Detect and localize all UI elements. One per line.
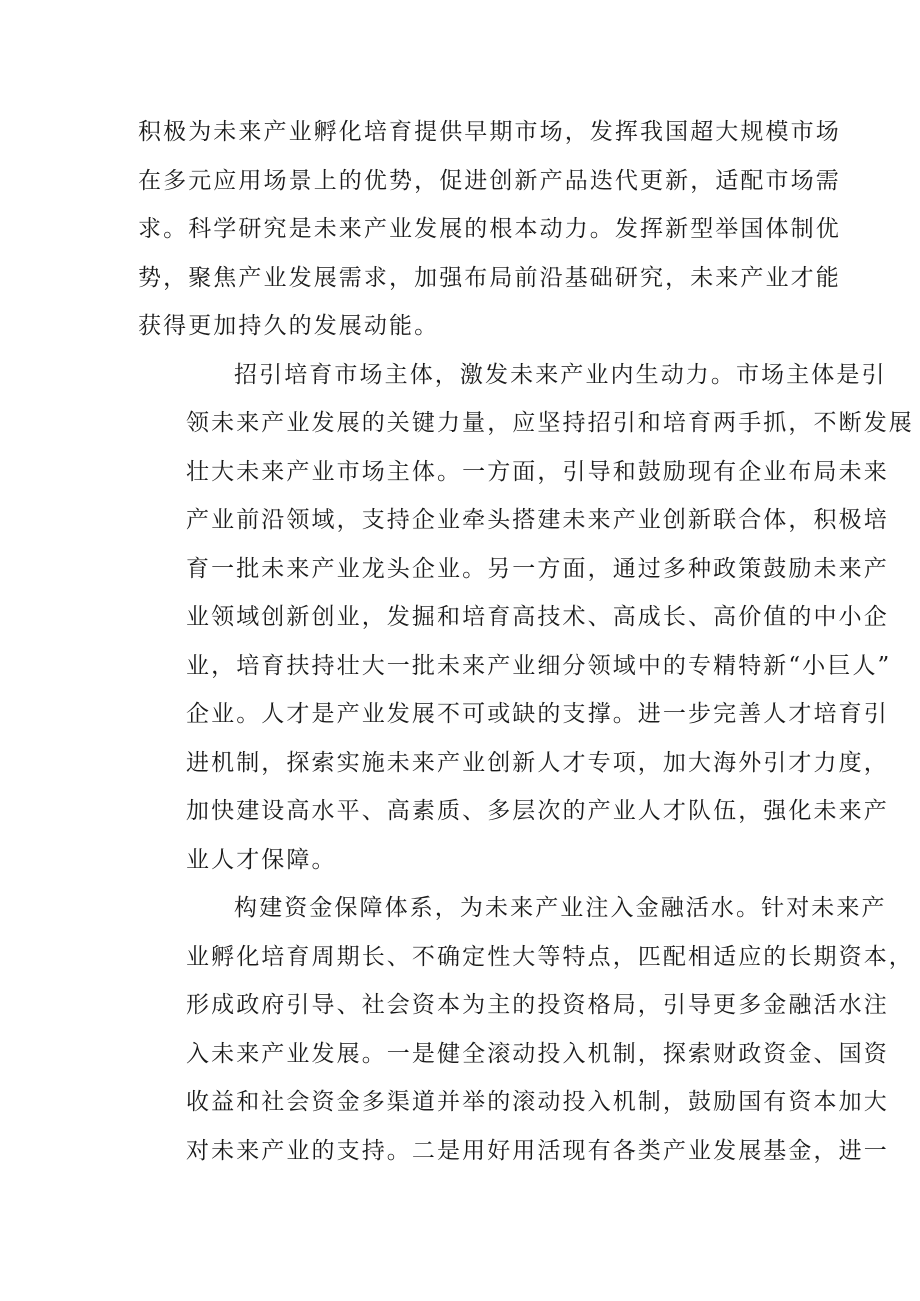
document-body <box>138 108 914 1175</box>
text-line: 进机制，探索实施未来产业创新人才专项，加大海外引才力度， <box>186 749 889 776</box>
text-line: 业，培育扶持壮大一批未来产业细分领域中的专精特新“小巨人” <box>186 652 892 679</box>
text-line: 业孵化培育周期长、不确定性大等特点，匹配相适应的长期资本， <box>186 943 914 970</box>
text-line: 产业前沿领域，支持企业牵头搭建未来产业创新联合体，积极培 <box>186 507 889 533</box>
text-line: 求。科学研究是未来产业发展的根本动力。发挥新型举国体制优 <box>138 216 841 242</box>
text-line: 育一批未来产业龙头企业。另一方面，通过多种政策鼓励未来产 <box>186 555 889 582</box>
text-line: 获得更加持久的发展动能。 <box>138 313 440 339</box>
text-line: 招引培育市场主体，激发未来产业内生动力。市场主体是引 <box>234 361 887 388</box>
paragraph-3 <box>138 884 914 1175</box>
text-line: 企业。人才是产业发展不可或缺的支撑。进一步完善人才培育引 <box>186 701 889 727</box>
text-line: 势，聚焦产业发展需求，加强布局前沿基础研究，未来产业才能 <box>138 264 841 291</box>
text-line: 业领域创新创业，发掘和培育高技术、高成长、高价值的中小企 <box>186 604 889 630</box>
text-line: 积极为未来产业孵化培育提供早期市场，发挥我国超大规模市场 <box>138 119 841 145</box>
text-line: 业人才保障。 <box>186 846 337 873</box>
text-line: 形成政府引导、社会资本为主的投资格局，引导更多金融活水注 <box>186 992 889 1018</box>
text-line: 构建资金保障体系，为未来产业注入金融活水。针对未来产 <box>234 895 887 921</box>
text-line: 收益和社会资金多渠道并举的滚动投入机制，鼓励国有资本加大 <box>186 1089 889 1115</box>
text-line: 领未来产业发展的关键力量，应坚持招引和培育两手抓，不断发展 <box>186 410 914 436</box>
text-line: 在多元应用场景上的优势，促进创新产品迭代更新，适配市场需 <box>138 167 841 194</box>
paragraph-2 <box>138 351 914 885</box>
text-line: 壮大未来产业市场主体。一方面，引导和鼓励现有企业布局未来 <box>186 458 889 485</box>
text-line: 对未来产业的支持。二是用好用活现有各类产业发展基金，进一 <box>186 1137 889 1164</box>
text-line: 入未来产业发展。一是健全滚动投入机制，探索财政资金、国资 <box>186 1040 889 1067</box>
paragraph-1 <box>138 108 841 351</box>
text-line: 加快建设高水平、高素质、多层次的产业人才队伍，强化未来产 <box>186 798 889 824</box>
